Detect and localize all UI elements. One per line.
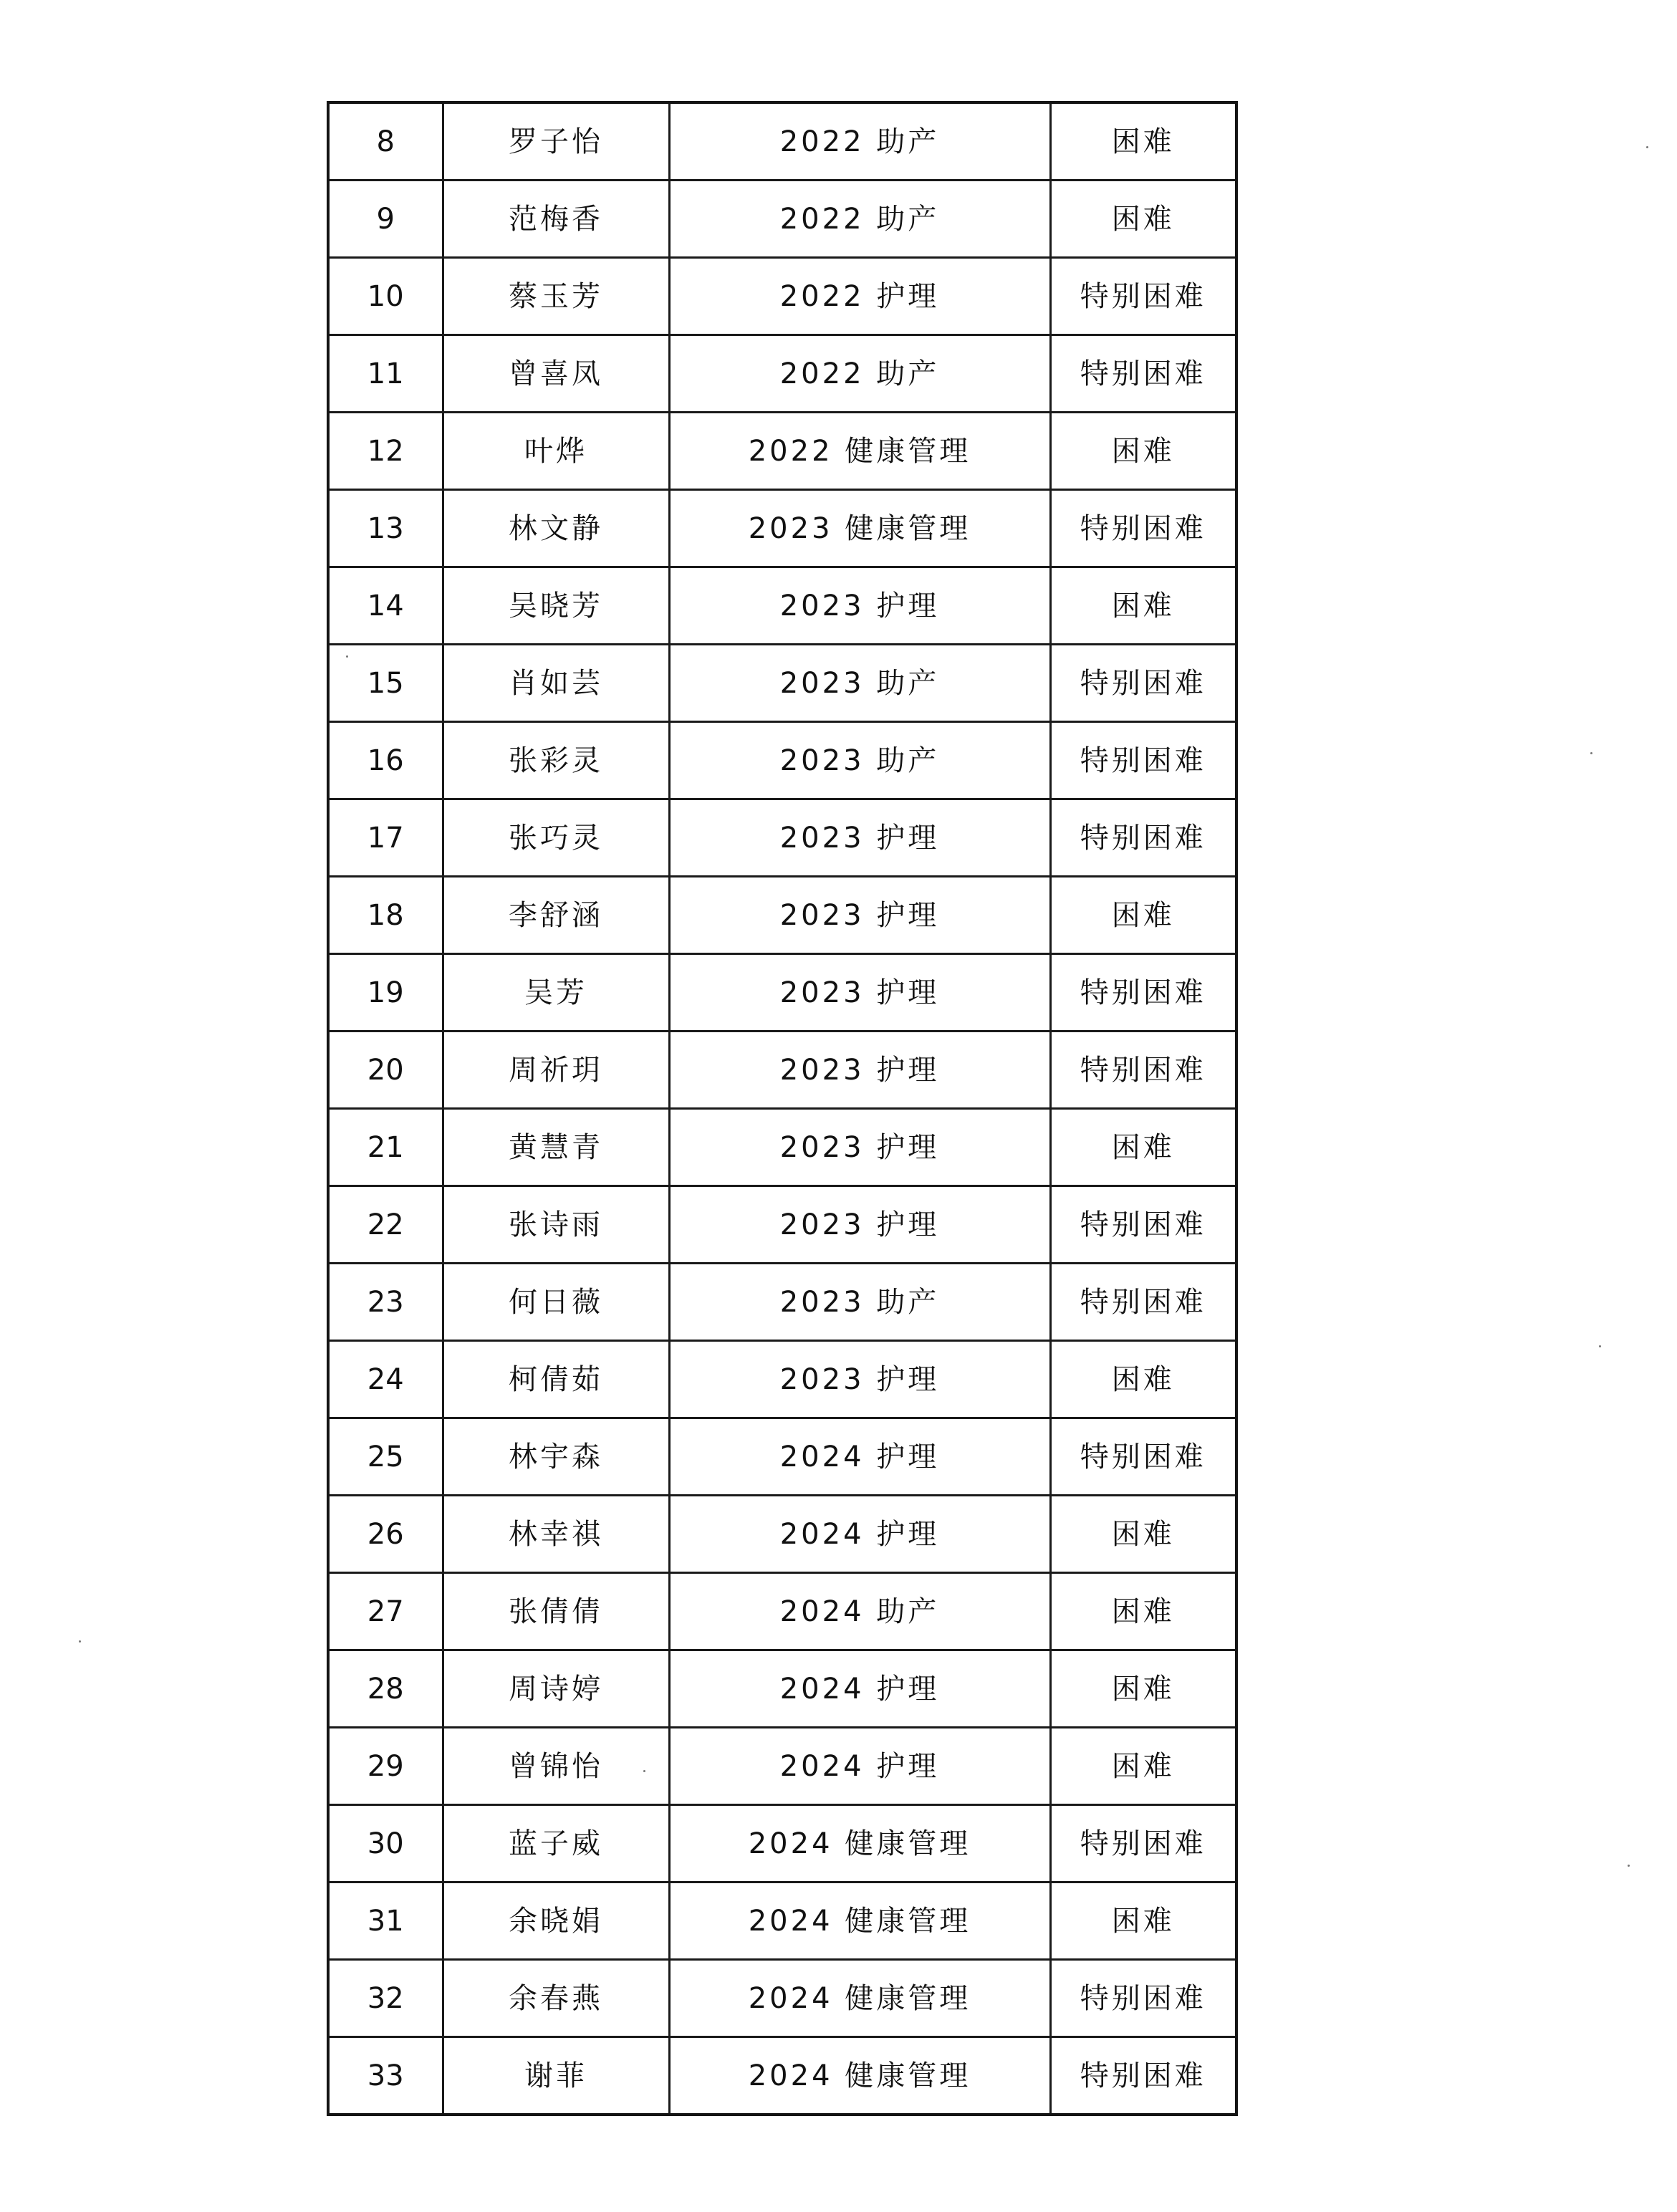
difficulty-level-cell: 特别困难 xyxy=(1050,722,1236,799)
student-name-cell: 蓝子威 xyxy=(443,1805,669,1882)
row-number-cell: 28 xyxy=(328,1650,443,1728)
class-major-cell: 2022 助产 xyxy=(669,102,1050,181)
difficulty-level-cell: 特别困难 xyxy=(1050,799,1236,877)
class-major-cell: 2024 助产 xyxy=(669,1573,1050,1650)
table-row xyxy=(328,1109,1236,1186)
class-major-cell: 2023 护理 xyxy=(669,1109,1050,1186)
scan-speck xyxy=(346,655,348,658)
table-row xyxy=(328,1418,1236,1496)
table-row xyxy=(328,1032,1236,1109)
table-row xyxy=(328,490,1236,567)
class-major-cell: 2023 护理 xyxy=(669,877,1050,954)
difficulty-level-cell: 困难 xyxy=(1050,181,1236,258)
difficulty-level-cell: 特别困难 xyxy=(1050,1418,1236,1496)
student-name-cell: 范梅香 xyxy=(443,181,669,258)
student-name-cell: 谢菲 xyxy=(443,2037,669,2115)
class-major-cell: 2024 健康管理 xyxy=(669,1805,1050,1882)
student-name-cell: 余晓娟 xyxy=(443,1882,669,1960)
difficulty-level-cell: 困难 xyxy=(1050,413,1236,490)
row-number-cell: 9 xyxy=(328,181,443,258)
difficulty-level-cell: 特别困难 xyxy=(1050,490,1236,567)
scan-speck xyxy=(1590,752,1592,754)
class-major-cell: 2023 护理 xyxy=(669,1341,1050,1418)
student-name-cell: 张彩灵 xyxy=(443,722,669,799)
difficulty-level-cell: 特别困难 xyxy=(1050,335,1236,413)
student-name-cell: 张诗雨 xyxy=(443,1186,669,1264)
difficulty-level-cell: 特别困难 xyxy=(1050,1960,1236,2037)
row-number-cell: 19 xyxy=(328,954,443,1032)
difficulty-level-cell: 困难 xyxy=(1050,1341,1236,1418)
table-row xyxy=(328,2037,1236,2115)
table-row xyxy=(328,1805,1236,1882)
class-major-cell: 2022 助产 xyxy=(669,335,1050,413)
table-body xyxy=(328,102,1236,2115)
student-name-cell: 周诗婷 xyxy=(443,1650,669,1728)
class-major-cell: 2023 健康管理 xyxy=(669,490,1050,567)
row-number-cell: 23 xyxy=(328,1264,443,1341)
row-number-cell: 30 xyxy=(328,1805,443,1882)
table-row xyxy=(328,877,1236,954)
row-number-cell: 32 xyxy=(328,1960,443,2037)
difficulty-level-cell: 特别困难 xyxy=(1050,1264,1236,1341)
difficulty-level-cell: 困难 xyxy=(1050,1882,1236,1960)
row-number-cell: 15 xyxy=(328,645,443,722)
class-major-cell: 2024 护理 xyxy=(669,1650,1050,1728)
class-major-cell: 2022 健康管理 xyxy=(669,413,1050,490)
class-major-cell: 2023 护理 xyxy=(669,1186,1050,1264)
difficulty-level-cell: 困难 xyxy=(1050,1650,1236,1728)
difficulty-level-cell: 特别困难 xyxy=(1050,954,1236,1032)
row-number-cell: 14 xyxy=(328,567,443,645)
row-number-cell: 18 xyxy=(328,877,443,954)
table-row xyxy=(328,1960,1236,2037)
class-major-cell: 2024 护理 xyxy=(669,1728,1050,1805)
table-row xyxy=(328,567,1236,645)
class-major-cell: 2022 助产 xyxy=(669,181,1050,258)
row-number-cell: 24 xyxy=(328,1341,443,1418)
class-major-cell: 2023 助产 xyxy=(669,645,1050,722)
scan-speck xyxy=(1599,1345,1601,1347)
class-major-cell: 2024 健康管理 xyxy=(669,1882,1050,1960)
student-name-cell: 曾喜凤 xyxy=(443,335,669,413)
student-name-cell: 罗子怡 xyxy=(443,102,669,181)
difficulty-level-cell: 困难 xyxy=(1050,1573,1236,1650)
table-row xyxy=(328,181,1236,258)
difficulty-level-cell: 困难 xyxy=(1050,877,1236,954)
class-major-cell: 2024 护理 xyxy=(669,1418,1050,1496)
table-row xyxy=(328,1728,1236,1805)
student-name-cell: 林幸祺 xyxy=(443,1496,669,1573)
difficulty-level-cell: 困难 xyxy=(1050,567,1236,645)
difficulty-level-cell: 困难 xyxy=(1050,1496,1236,1573)
difficulty-level-cell: 困难 xyxy=(1050,1728,1236,1805)
table-row xyxy=(328,1882,1236,1960)
student-name-cell: 吴晓芳 xyxy=(443,567,669,645)
student-aid-table xyxy=(327,101,1238,2116)
class-major-cell: 2024 护理 xyxy=(669,1496,1050,1573)
table-row xyxy=(328,335,1236,413)
difficulty-level-cell: 特别困难 xyxy=(1050,645,1236,722)
difficulty-level-cell: 特别困难 xyxy=(1050,1032,1236,1109)
table-row xyxy=(328,102,1236,181)
difficulty-level-cell: 特别困难 xyxy=(1050,258,1236,335)
class-major-cell: 2023 护理 xyxy=(669,1032,1050,1109)
difficulty-level-cell: 特别困难 xyxy=(1050,2037,1236,2115)
student-name-cell: 李舒涵 xyxy=(443,877,669,954)
scan-speck xyxy=(1628,1865,1630,1867)
student-name-cell: 黄慧青 xyxy=(443,1109,669,1186)
row-number-cell: 12 xyxy=(328,413,443,490)
row-number-cell: 13 xyxy=(328,490,443,567)
student-name-cell: 曾锦怡 xyxy=(443,1728,669,1805)
table-row xyxy=(328,1650,1236,1728)
class-major-cell: 2023 护理 xyxy=(669,799,1050,877)
student-name-cell: 林文静 xyxy=(443,490,669,567)
student-name-cell: 林宇森 xyxy=(443,1418,669,1496)
row-number-cell: 11 xyxy=(328,335,443,413)
student-name-cell: 叶烨 xyxy=(443,413,669,490)
row-number-cell: 33 xyxy=(328,2037,443,2115)
row-number-cell: 29 xyxy=(328,1728,443,1805)
row-number-cell: 21 xyxy=(328,1109,443,1186)
student-name-cell: 周祈玥 xyxy=(443,1032,669,1109)
difficulty-level-cell: 特别困难 xyxy=(1050,1805,1236,1882)
table-row xyxy=(328,1186,1236,1264)
student-name-cell: 张倩倩 xyxy=(443,1573,669,1650)
class-major-cell: 2022 护理 xyxy=(669,258,1050,335)
student-name-cell: 吴芳 xyxy=(443,954,669,1032)
class-major-cell: 2024 健康管理 xyxy=(669,2037,1050,2115)
row-number-cell: 16 xyxy=(328,722,443,799)
row-number-cell: 20 xyxy=(328,1032,443,1109)
table-row xyxy=(328,645,1236,722)
scan-speck xyxy=(643,1770,645,1772)
difficulty-level-cell: 困难 xyxy=(1050,1109,1236,1186)
student-name-cell: 柯倩茹 xyxy=(443,1341,669,1418)
class-major-cell: 2023 护理 xyxy=(669,567,1050,645)
table-row xyxy=(328,722,1236,799)
student-name-cell: 肖如芸 xyxy=(443,645,669,722)
table-row xyxy=(328,954,1236,1032)
row-number-cell: 26 xyxy=(328,1496,443,1573)
row-number-cell: 31 xyxy=(328,1882,443,1960)
student-name-cell: 蔡玉芳 xyxy=(443,258,669,335)
table-row xyxy=(328,1264,1236,1341)
class-major-cell: 2024 健康管理 xyxy=(669,1960,1050,2037)
table-row xyxy=(328,413,1236,490)
row-number-cell: 8 xyxy=(328,102,443,181)
row-number-cell: 25 xyxy=(328,1418,443,1496)
class-major-cell: 2023 护理 xyxy=(669,954,1050,1032)
table-row xyxy=(328,1573,1236,1650)
student-name-cell: 余春燕 xyxy=(443,1960,669,2037)
student-name-cell: 何日薇 xyxy=(443,1264,669,1341)
row-number-cell: 17 xyxy=(328,799,443,877)
table-row xyxy=(328,1496,1236,1573)
class-major-cell: 2023 助产 xyxy=(669,1264,1050,1341)
scan-speck xyxy=(1646,146,1648,148)
row-number-cell: 22 xyxy=(328,1186,443,1264)
table-row xyxy=(328,1341,1236,1418)
row-number-cell: 27 xyxy=(328,1573,443,1650)
difficulty-level-cell: 困难 xyxy=(1050,102,1236,181)
table-row xyxy=(328,258,1236,335)
table-row xyxy=(328,799,1236,877)
difficulty-level-cell: 特别困难 xyxy=(1050,1186,1236,1264)
class-major-cell: 2023 助产 xyxy=(669,722,1050,799)
row-number-cell: 10 xyxy=(328,258,443,335)
student-name-cell: 张巧灵 xyxy=(443,799,669,877)
scan-speck xyxy=(79,1640,81,1643)
